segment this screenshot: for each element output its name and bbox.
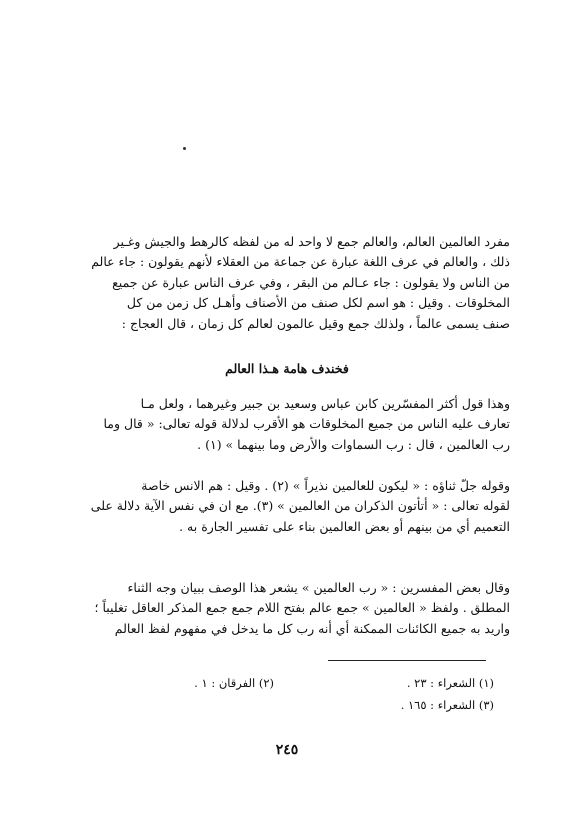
- footnote-1: (١) الشعراء : ٢٣ .: [406, 676, 494, 690]
- text-line: المطلق . ولفظ « العالمين » جمع عالم بفتح اللام جمع جمع المذكر العاقل تغليباً ؛: [94, 600, 510, 616]
- text-line: التعميم أي من بينهم أو بعض العالمين بناء على تفسير الجارة به .: [179, 518, 510, 534]
- footnotes: [64, 672, 510, 716]
- text-line: رب العالمين ، قال : رب السماوات والأرض وما بينهما » (١) .: [197, 436, 510, 452]
- text-line: مفرد العالمين العالم، والعالم جمع لا واحد له من لفظه كالرهط والجيش وغـير: [113, 234, 510, 249]
- text-line: وقال بعض المفسرين : « رب العالمين » يشعر هذا الوصف ببيان وجه الثناء: [127, 580, 510, 595]
- paragraph-definition: [64, 232, 510, 334]
- text-line: وقوله جلّ ثناؤه : « ليكون للعالمين نذيراً » (٢) . وقيل : هم الانس خاصة: [141, 478, 510, 493]
- text-line: لقوله تعالى : « أتأتون الذكران من العالمين » (٣). مع ان في نفس الآية دلالة على: [90, 498, 510, 514]
- text-line: من الناس ولا يقولون : جاء عـالم من البقر ، وفي عرف الناس عبارة عن جميع: [112, 274, 510, 290]
- poetry-verse: فخندف هامة هـذا العالم: [225, 361, 349, 376]
- footnote-3: (٣) الشعراء : ١٦٥ .: [400, 698, 494, 712]
- page-number: ٢٤٥: [275, 742, 299, 758]
- text-line: ذلك ، والعالم في عرف اللغة عبارة عن جماعة من العقلاء لأنهم يقولون : جاء عالم: [91, 254, 510, 270]
- text-line: المخلوقات . وقيل : هو اسم لكل صنف من الأصناف وأهـل كل زمن من كل: [126, 295, 510, 311]
- paragraph-commentators: [64, 394, 510, 455]
- text-line: صنف يسمى عالماً ، ولذلك جمع وقيل عالمون لعالم كل زمان ، قال العجاج :: [121, 315, 510, 331]
- paragraph-rabb-al-alamin: [64, 578, 510, 639]
- text-line: وهذا قول أكثر المفسّرين كابن عباس وسعيد بن جبير وغيرهما ، ولعل مـا: [140, 396, 510, 411]
- footnote-2: (٢) الفرقان : ١ .: [194, 676, 274, 690]
- footnote-divider: [328, 660, 486, 661]
- text-line: تعارف عليه الناس من جميع المخلوقات هو الأقرب لدلالة قوله تعالى: « قال وما: [103, 416, 510, 432]
- ink-speck: [183, 147, 186, 150]
- footnote-row: [64, 694, 510, 716]
- footnote-row: [64, 672, 510, 694]
- text-line: واريد به جميع الكائنات الممكنة أي أنه رب كل ما يدخل في مفهوم لفظ العالم: [114, 620, 510, 636]
- paragraph-quran-usage: [64, 476, 510, 537]
